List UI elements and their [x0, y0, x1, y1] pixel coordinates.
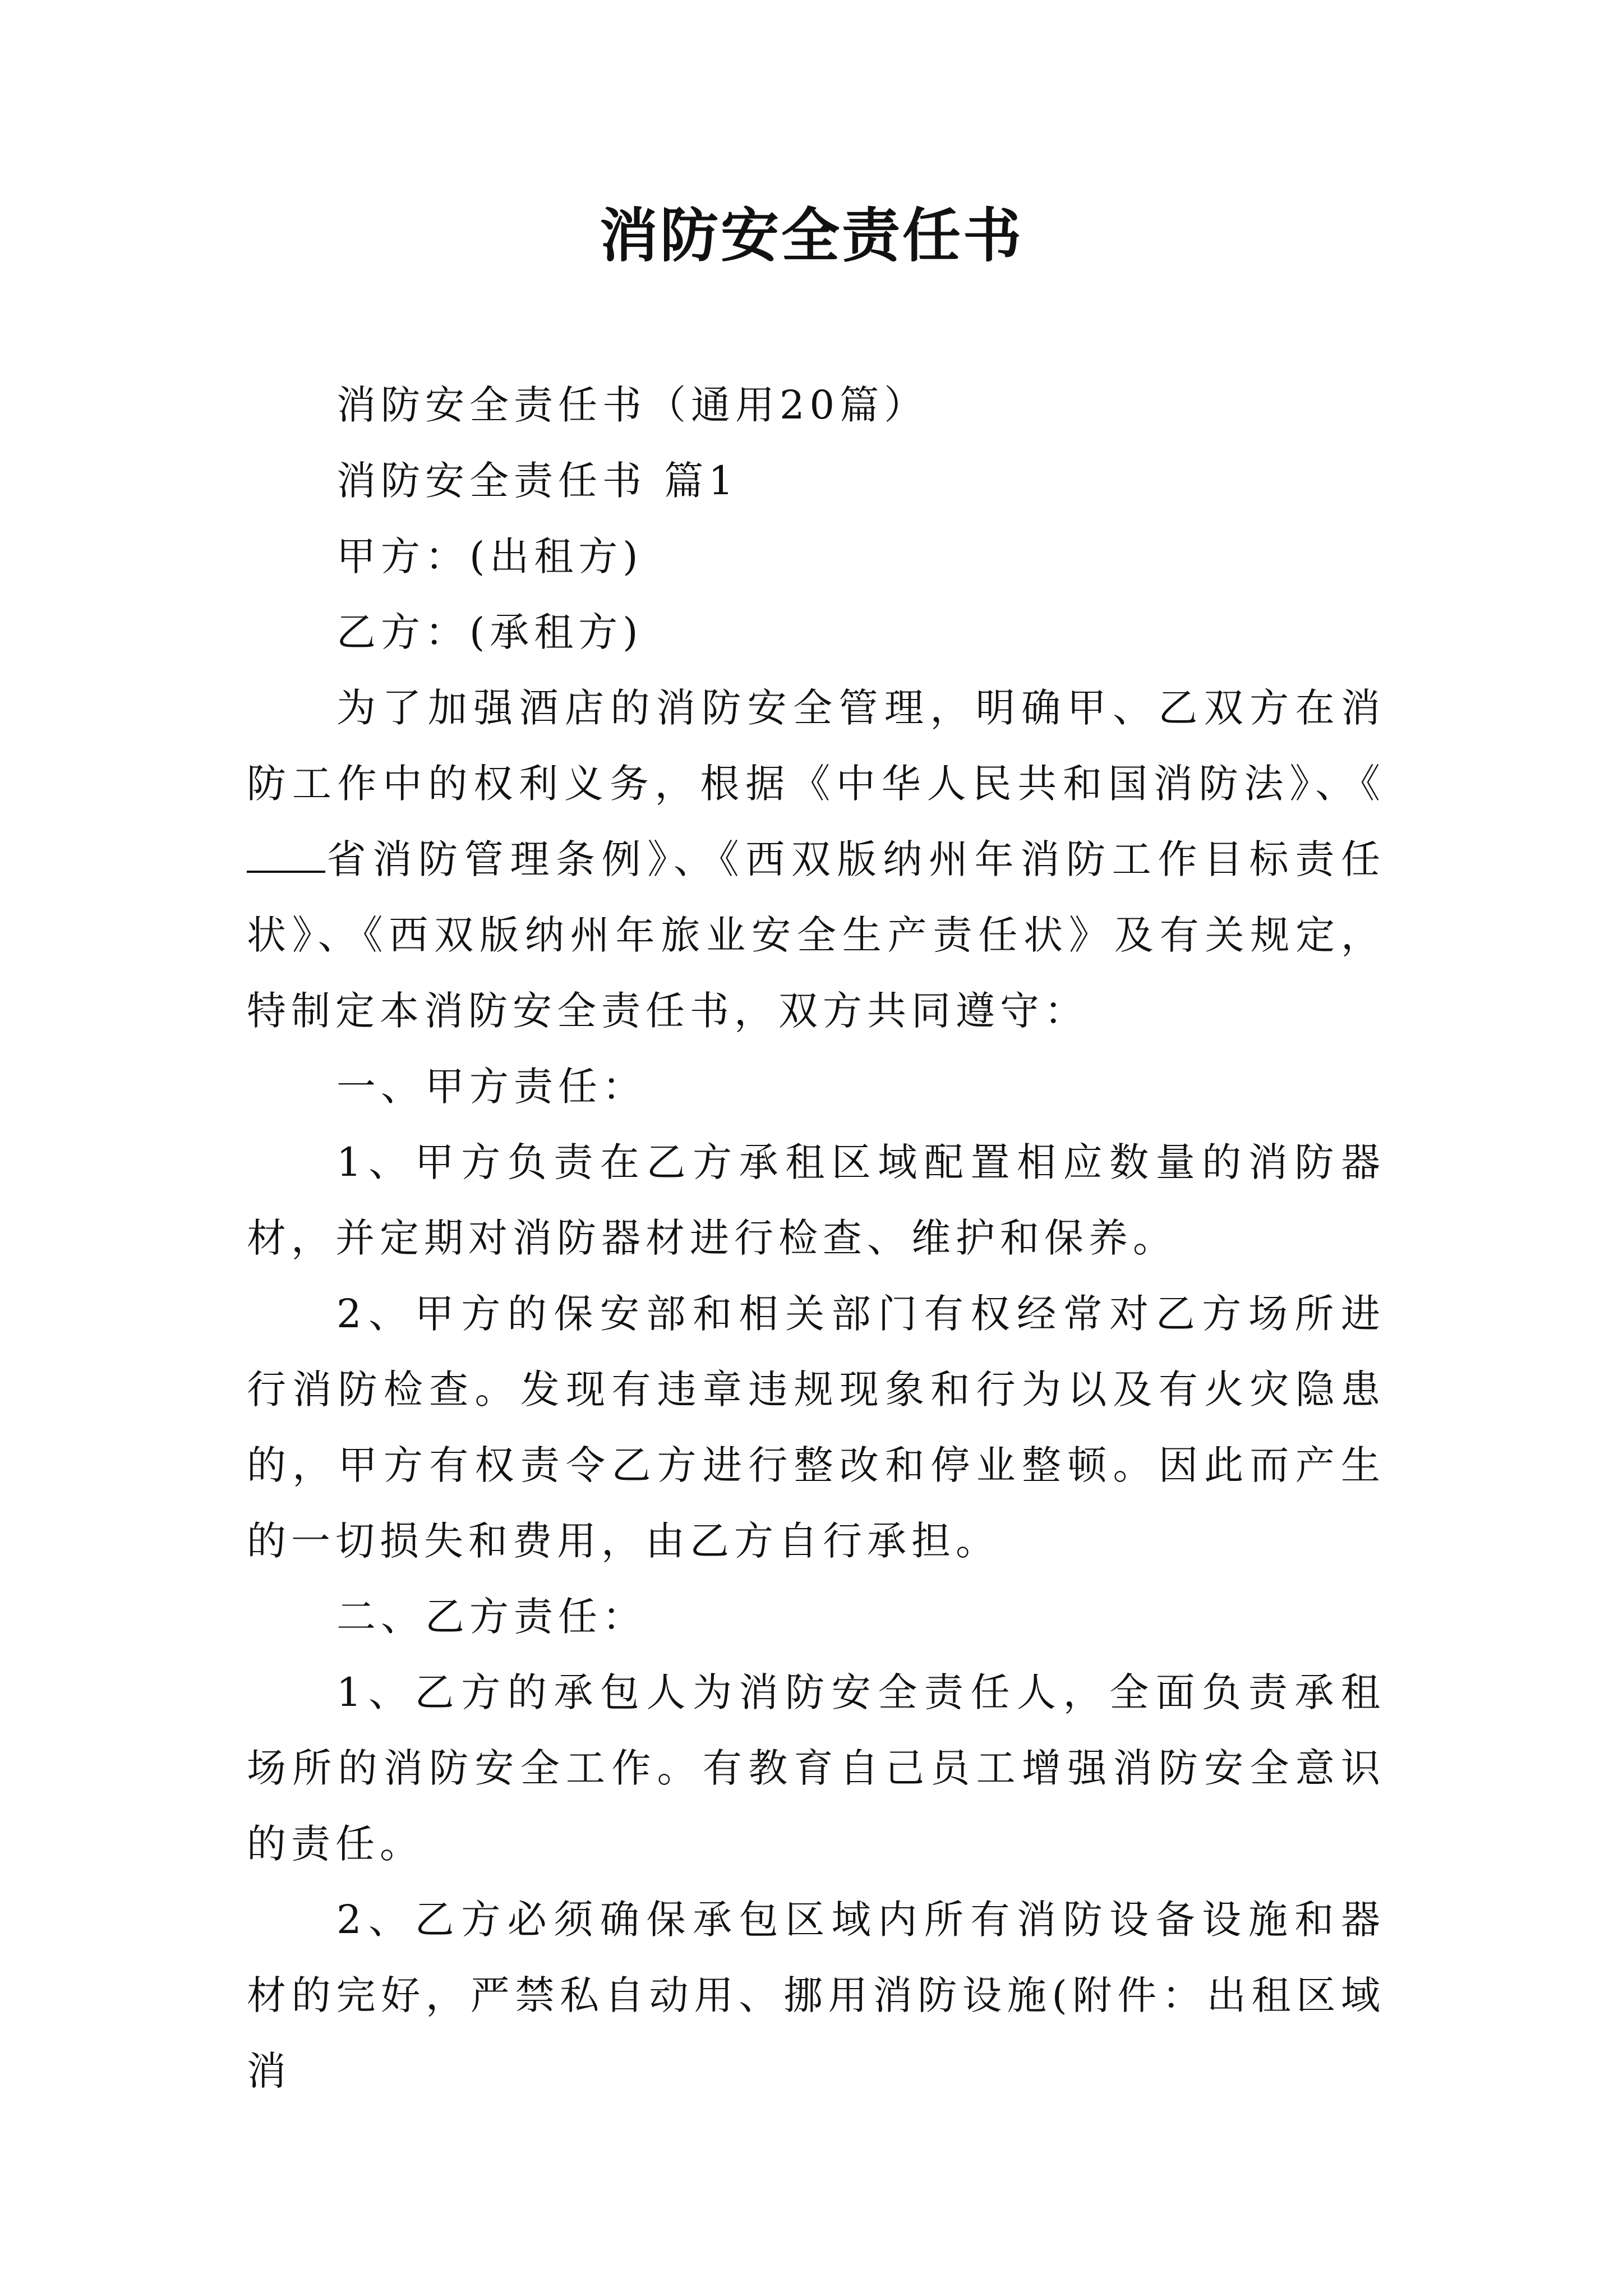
document-body [247, 367, 1385, 2109]
paragraph-party-b: 乙方：(承租方) [336, 609, 643, 655]
paragraph-preamble [247, 670, 1385, 1049]
paragraph-party-b-duties-heading: 二、乙方责任： [336, 1594, 647, 1640]
preamble-part-1: 为了加强酒店的消防安全管理，明确甲、乙双方在消防工作中的权利义务，根据《中华人民共和国消防法》、《 [247, 685, 1385, 807]
document-title: 消防安全责任书 [599, 201, 1023, 270]
paragraph-party-a-duty-1: 1、甲方负责在乙方承租区域配置相应数量的消防器材，并定期对消防器材进行检查、维护和保养。 [247, 1139, 1385, 1261]
paragraph-party-a-duties-heading: 一、甲方责任： [336, 1064, 647, 1110]
fill-in-blank [247, 837, 325, 873]
paragraph-party-a-duty-2: 2、甲方的保安部和相关部门有权经常对乙方场所进行消防检查。发现有违章违规现象和行为以及有火灾隐患的，甲方有权责令乙方进行整改和停业整顿。因此而产生的一切损失和费用，由乙方自行承担。 [247, 1291, 1385, 1564]
paragraph-party-a: 甲方：(出租方) [336, 533, 643, 579]
paragraph-subtitle: 消防安全责任书（通用20篇） [336, 382, 929, 428]
paragraph-section-heading: 消防安全责任书 篇1 [336, 458, 739, 504]
paragraph-party-b-duty-2: 2、乙方必须确保承包区域内所有消防设备设施和器材的完好，严禁私自动用、挪用消防设施(附件：出租区域消 [247, 1897, 1385, 2094]
preamble-part-2: 省消防管理条例》、《西双版纳州年消防工作目标责任状》、《西双版纳州年旅业安全生产责任状》及有关规定，特制定本消防安全责任书，双方共同遵守： [247, 836, 1385, 1034]
paragraph-party-b-duty-1: 1、乙方的承包人为消防安全责任人，全面负责承租场所的消防安全工作。有教育自己员工增强消防安全意识的责任。 [247, 1669, 1385, 1867]
